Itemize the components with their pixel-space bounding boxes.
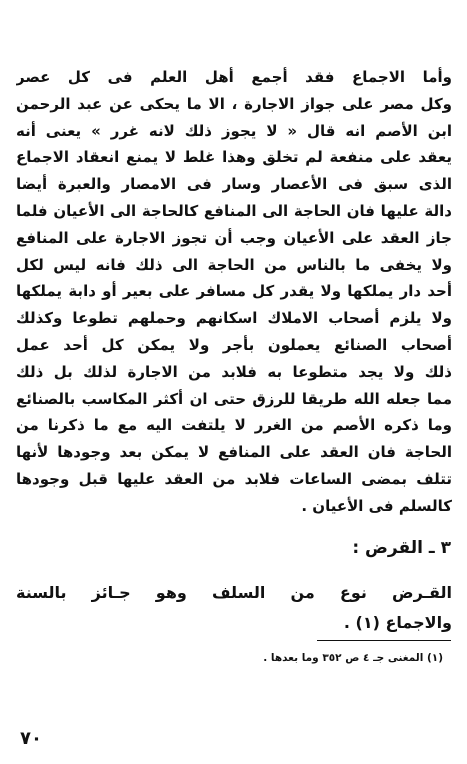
section-heading: ٣ ـ القرض :: [352, 538, 451, 558]
footnote: (١) المغنى جـ ٤ ص ٣٥٢ وما بعدها .: [263, 652, 443, 664]
paragraph-line: وما ذكره الأصم من الغرر لا يلتفت اليه مع ما ذكرنا من: [16, 416, 452, 435]
paragraph-line: ولا يخفى ما بالناس من الحاجة الى ذلك فانه ليس لكل: [16, 255, 452, 274]
paragraph-line: جاز العقد على الأعيان وجب أن تجوز الاجارة على المنافع: [16, 228, 452, 247]
paragraph-line: الذى سبق فى الأعصار وسار فى الامصار والعبرة أيضا: [16, 175, 452, 194]
paragraph-line: ولا يلزم أصحاب الاملاك اسكانهم وحملهم تطوعا وكذلك: [16, 309, 452, 328]
paragraph-line: دالة عليها فان الحاجة الى المنافع كالحاجة الى الأعيان فلما: [16, 201, 452, 220]
paragraph-line: أصحاب الصنائع يعملون بأجر ولا يمكن كل أحد عمل: [16, 335, 452, 354]
definition-line: القـرض نوع من السلف وهو جـائز بالسنة: [16, 583, 452, 602]
page-number: ٧٠: [20, 728, 42, 749]
paragraph-line: مما جعله الله طريقا للرزق حتى ان أكثر المكاسب بالصنائع: [16, 389, 452, 408]
paragraph-line: ذلك ولا يجد متطوعا به فلابد من الاجارة لذلك بل ذلك: [16, 362, 452, 381]
paragraph-line: الحاجة فان العقد على المنافع لا يمكن بعد وجودها لأنها: [16, 443, 452, 462]
paragraph-line: ابن الأصم انه قال « لا يجوز ذلك لانه غرر » يعنى أنه: [16, 121, 452, 140]
paragraph-line: تتلف بمضى الساعات فلابد من العقد عليها قبل وجودها: [16, 469, 452, 488]
paragraph-line: كالسلم فى الأعيان .: [301, 496, 452, 515]
definition-line: والاجماع (١) .: [343, 613, 452, 632]
footnote-separator: [317, 640, 451, 641]
paragraph-line: أحد دار يملكها ولا يقدر كل مسافر على بعير أو دابة يملكها: [16, 282, 452, 301]
paragraph-line: يعقد على منفعة لم تخلق وهذا غلط لا يمنع انعقاد الاجماع: [16, 148, 452, 167]
paragraph-line: وأما الاجماع فقد أجمع أهل العلم فى كل عصر: [16, 68, 452, 86]
main-paragraph: [16, 64, 452, 520]
definition-paragraph: [16, 578, 452, 638]
paragraph-line: وكل مصر على جواز الاجارة ، الا ما يحكى عن عبد الرحمن: [16, 94, 452, 113]
